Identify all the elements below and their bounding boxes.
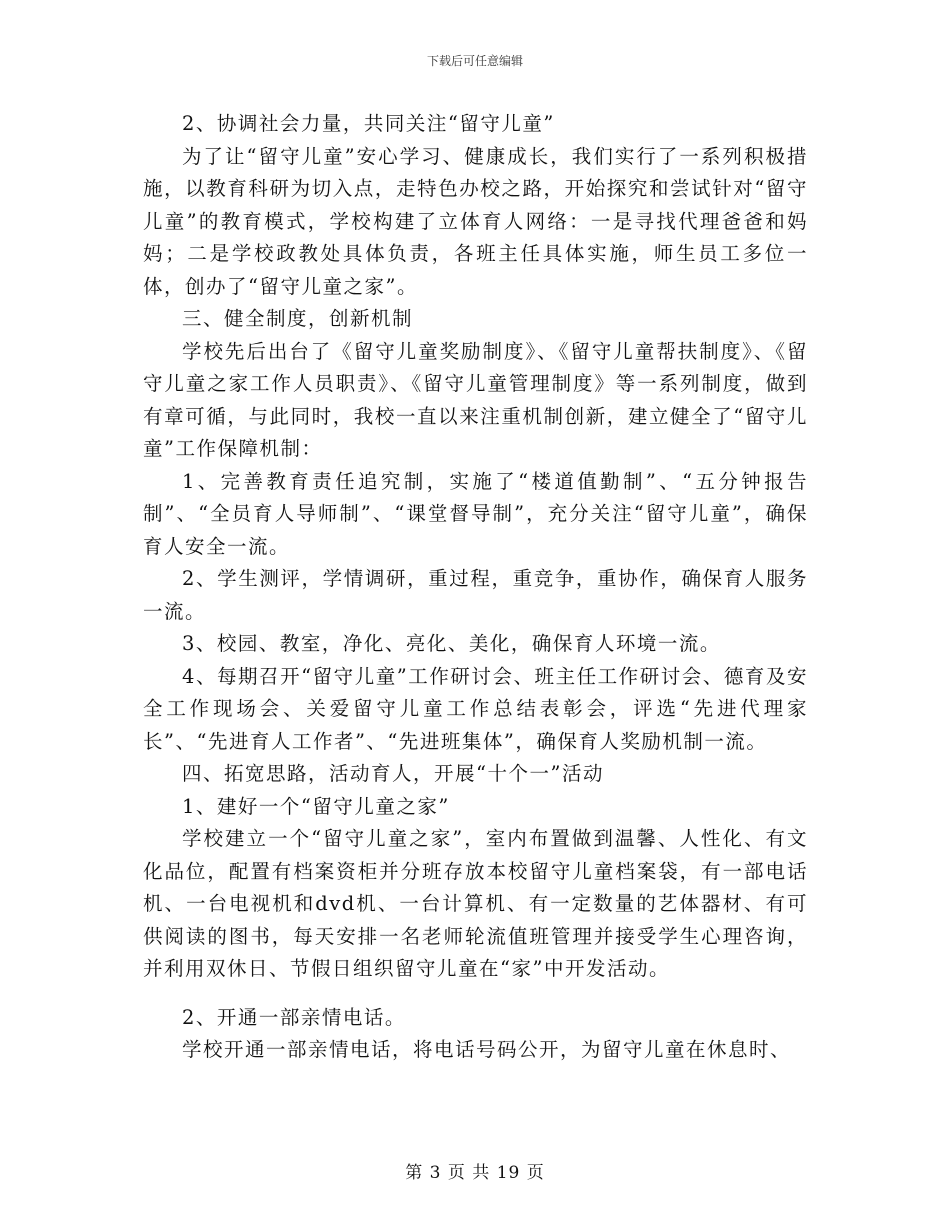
heading-build-home: 1、建好一个“留守儿童之家” [182,794,450,818]
page-footer: 第 3 页 共 19 页 [405,1163,545,1183]
document-body [143,108,808,1067]
list-item-seminars: 4、每期召开“留守儿童”工作研讨会、班主任工作研讨会、德育及安全工作现场会、关爱留守儿童工作总结表彰会，评选“先进代理家长”、“先进育人工作者”、“先进班集体”，确保育人奖励机制一流。 [143,664,808,753]
list-item-campus-environment: 3、校园、教室，净化、亮化、美化，确保育人环境一流。 [182,632,721,655]
heading-coordinate-social-forces: 2、协调社会力量，共同关注“留守儿童” [182,112,555,135]
heading-section-three: 三、健全制度，创新机制 [182,307,414,330]
list-item-responsibility: 1、完善教育责任追究制，实施了“楼道值勤制”、“五分钟报告制”、“全员育人导师制”、“课堂督导制”，充分关注“留守儿童”，确保育人安全一流。 [143,469,808,558]
list-item-student-evaluation: 2、学生测评，学情调研，重过程，重竞争，重协作，确保育人服务一流。 [143,567,808,623]
heading-family-phone: 2、开通一部亲情电话。 [182,1005,406,1029]
page-header: 下载后可任意编辑 [426,54,523,68]
paragraph-regulations: 学校先后出台了《留守儿童奖励制度》、《留守儿童帮扶制度》、《留守儿童之家工作人员职责》、《留守儿童管理制度》等一系列制度，做到有章可循，与此同时，我校一直以来注重机制创新，建立健全了“留守儿童”工作保障机制： [143,339,808,460]
paragraph-family-phone: 学校开通一部亲情电话，将电话号码公开，为留守儿童在休息时、 [182,1038,792,1061]
paragraph-children-home: 学校建立一个“留守儿童之家”，室内布置做到温馨、人性化、有文化品位，配置有档案资柜并分班存放本校留守儿童档案袋，有一部电话机、一台电视机和dvd机、一台计算机、有一定数量的艺体器材、有可供阅读的图书，每天安排一名老师轮流值班管理并接受学生心理咨询，并利用双休日、节假日组织留守儿童在“家”中开发活动。 [143,827,808,980]
heading-section-four: 四、拓宽思路，活动育人，开展“十个一”活动 [182,762,604,785]
paragraph-education-network: 为了让“留守儿童”安心学习、健康成长，我们实行了一系列积极措施，以教育科研为切入点，走特色办校之路，开始探究和尝试针对“留守儿童”的教育模式，学校构建了立体育人网络：一是寻找代理爸爸和妈妈；二是学校政教处具体负责，各班主任具体实施，师生员工多位一体，创办了“留守儿童之家”。 [143,144,808,298]
